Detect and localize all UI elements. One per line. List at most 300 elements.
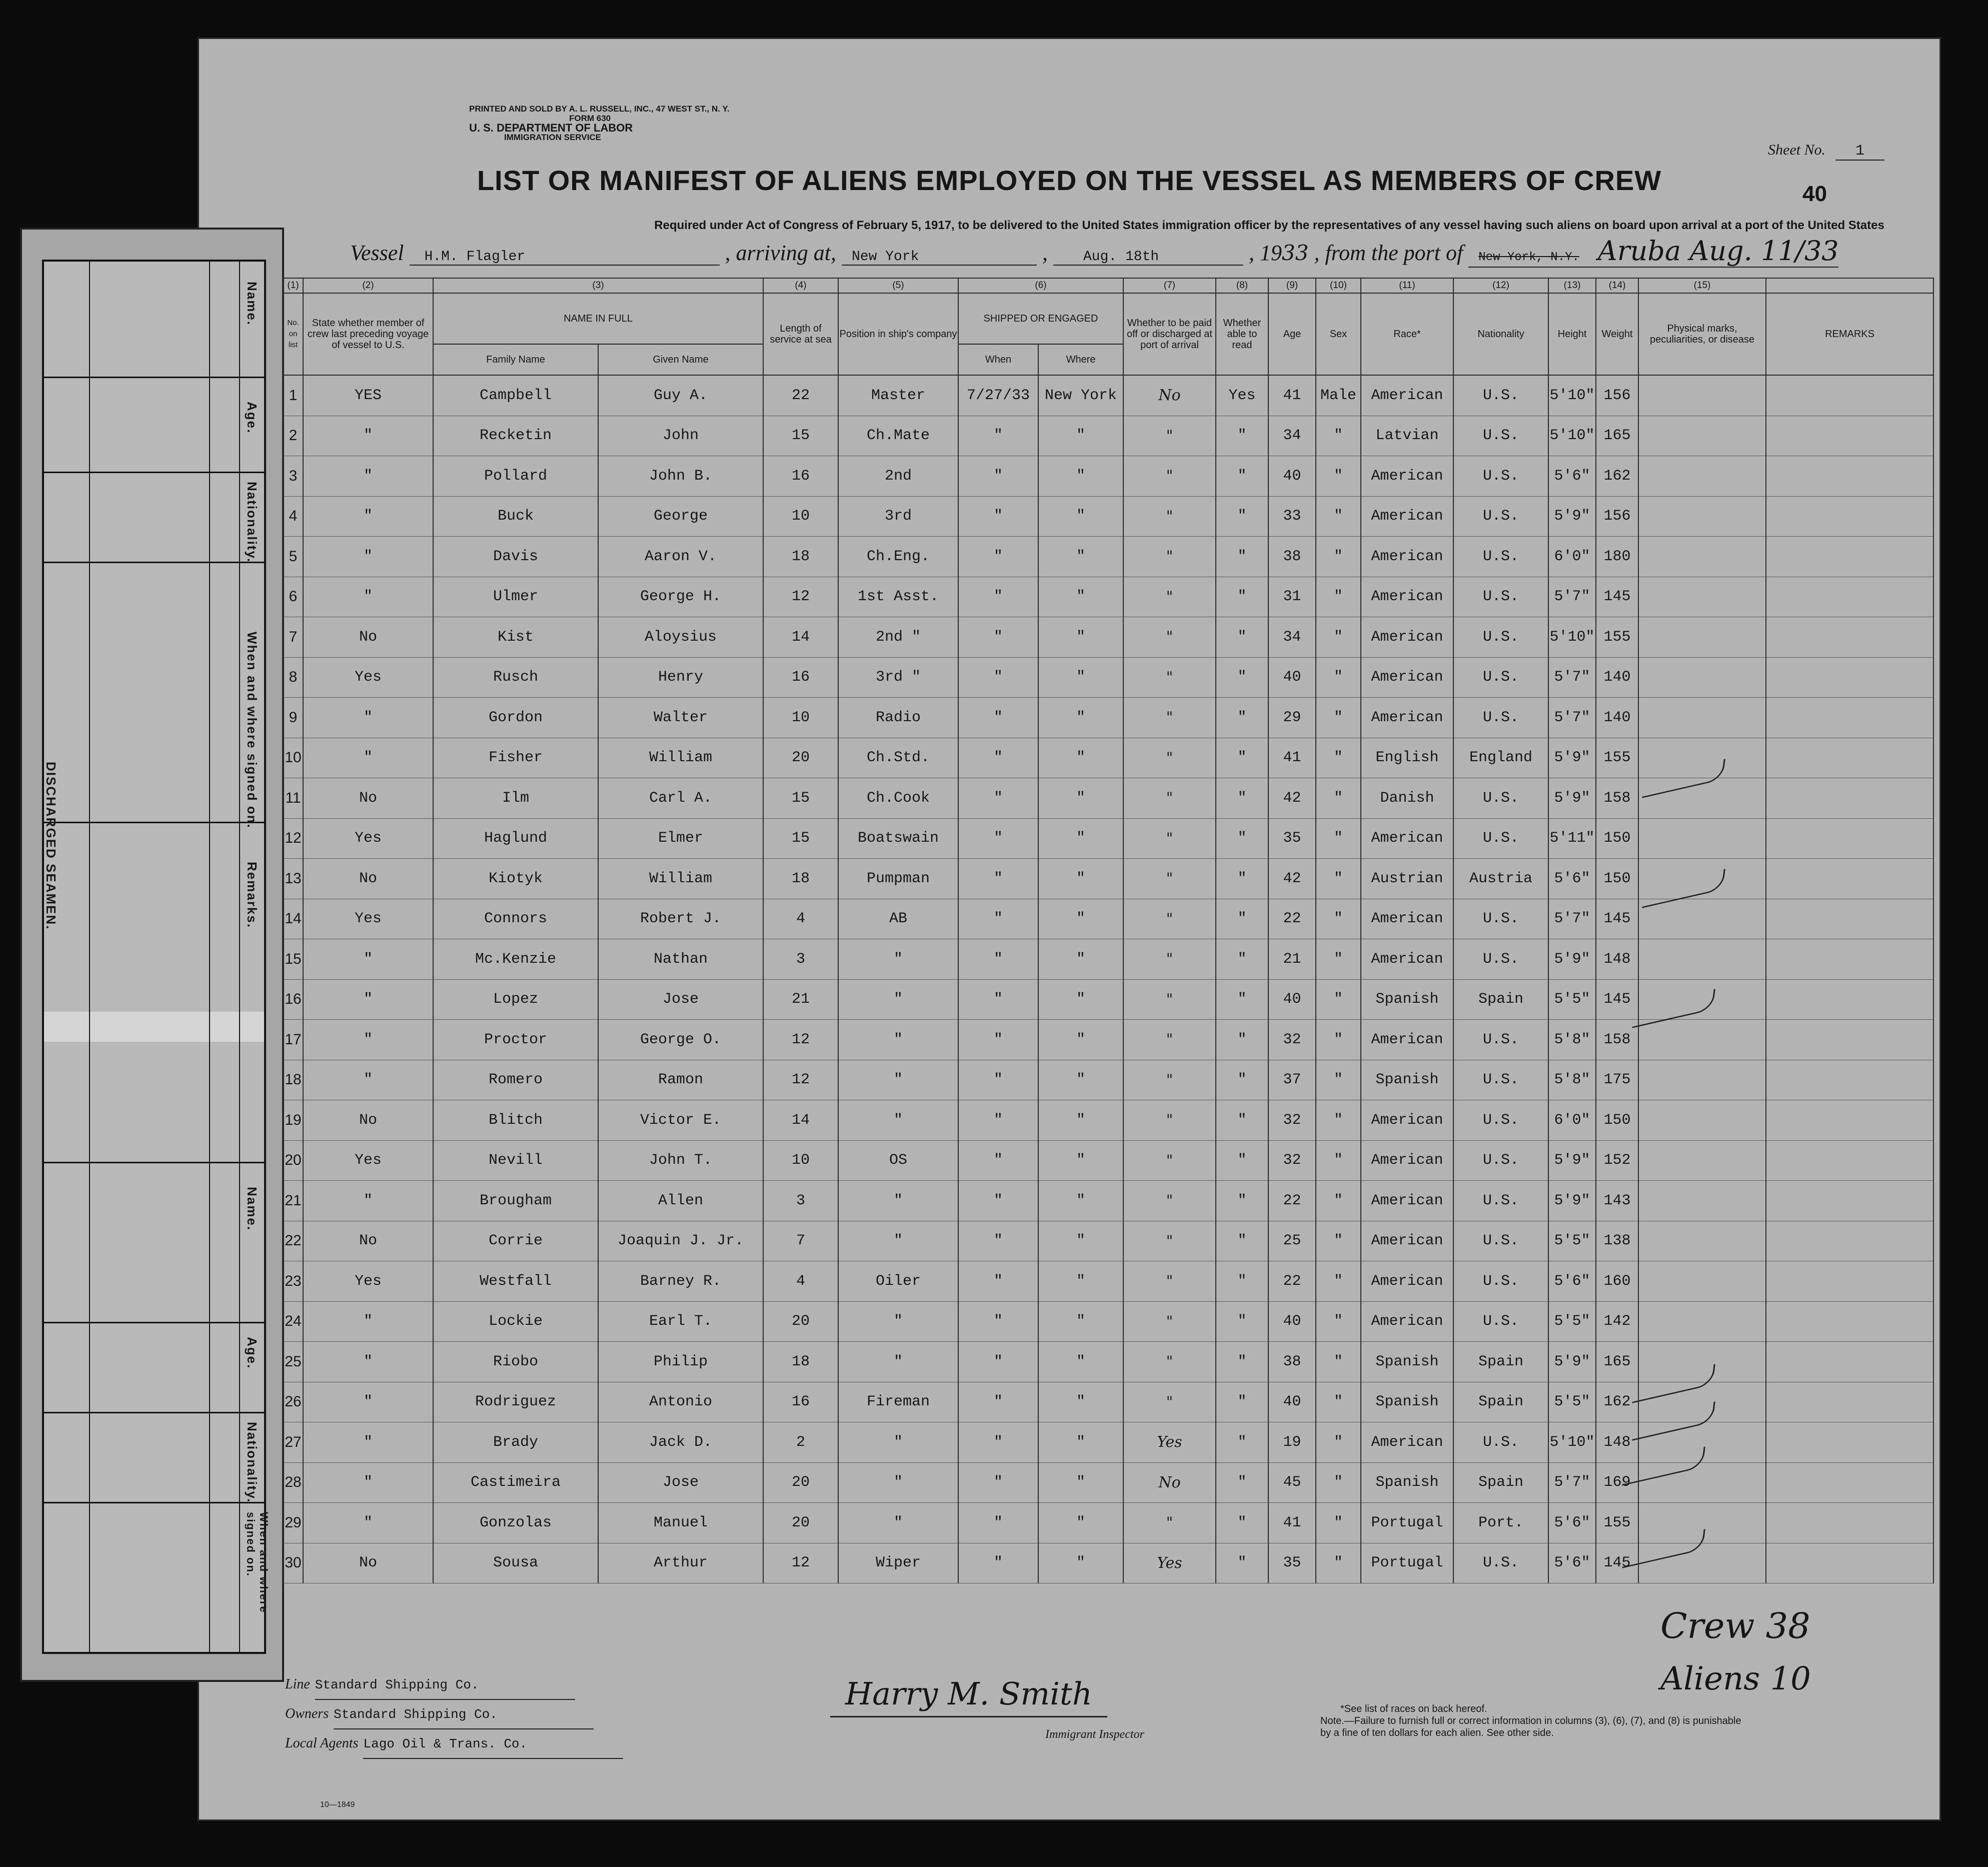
table-row [283,1181,1933,1221]
remarks-cell [1766,1100,1933,1141]
shipped-when-cell: " [958,778,1038,819]
height-cell: 5'9" [1548,1181,1596,1221]
physical-marks-cell [1638,617,1766,658]
nationality-cell: U.S. [1453,899,1548,939]
prev-voyage-cell: " [303,577,433,617]
shipped-where-cell: " [1038,1060,1123,1100]
row-number-cell: 12 [283,818,303,859]
nationality-cell: U.S. [1453,617,1548,658]
position-cell: Boatswain [838,818,958,859]
sheet-number-label: Sheet No. [1768,142,1825,158]
shipped-where-cell: " [1038,1342,1123,1382]
weight-cell: 165 [1596,416,1638,456]
age-cell: 40 [1268,456,1316,497]
header-able-read: Whether able to read [1216,293,1268,375]
nationality-cell: U.S. [1453,818,1548,859]
family-name-cell: Lopez [433,979,598,1020]
height-cell: 5'8" [1548,1020,1596,1060]
family-name-cell: Proctor [433,1020,598,1060]
remarks-cell [1766,1181,1933,1221]
footer-agents [285,1729,623,1759]
weight-cell: 152 [1596,1140,1638,1181]
position-cell: Wiper [838,1543,958,1583]
remarks-cell [1766,496,1933,537]
able-to-read-cell: " [1216,818,1268,859]
age-cell: 33 [1268,496,1316,537]
able-to-read-cell: " [1216,1543,1268,1583]
service-name: IMMIGRATION SERVICE [504,133,601,142]
family-name-cell: Brougham [433,1181,598,1221]
shipped-where-cell: " [1038,979,1123,1020]
header-nationality: Nationality [1453,293,1548,375]
length-of-service-cell: 16 [763,1382,838,1422]
row-number-cell: 6 [283,577,303,617]
col-num-5: (5) [838,278,958,293]
row-number-cell: 3 [283,456,303,497]
length-of-service-cell: 14 [763,1100,838,1141]
height-cell: 5'11" [1548,818,1596,859]
given-name-cell: Elmer [598,818,763,859]
header-remarks: REMARKS [1766,293,1933,375]
prev-voyage-cell: " [303,979,433,1020]
race-cell: American [1361,496,1453,537]
printer-line: PRINTED AND SOLD BY A. L. RUSSELL, INC., 47 WEST ST., N. Y. [469,104,730,114]
row-number-cell: 22 [283,1221,303,1261]
page-subtitle: Required under Act of Congress of February 5, 1917, to be delivered to the United States immigration officer by the representatives of any vessel having such aliens on board upon arrival at a port of the United States [654,219,1884,232]
race-cell: Spanish [1361,1382,1453,1422]
row-number-cell: 14 [283,899,303,939]
race-cell: American [1361,818,1453,859]
footer-line [285,1670,623,1700]
weight-cell: 138 [1596,1221,1638,1261]
given-name-cell: John [598,416,763,456]
strip-label-name: Name. [245,282,260,326]
shipped-when-cell: " [958,416,1038,456]
position-cell: OS [838,1140,958,1181]
physical-marks-cell [1638,1140,1766,1181]
height-cell: 5'10" [1548,1422,1596,1463]
paid-off-cell: " [1123,939,1216,980]
given-name-cell: Antonio [598,1382,763,1422]
remarks-cell [1766,1503,1933,1543]
row-number-cell: 29 [283,1503,303,1543]
weight-cell: 155 [1596,617,1638,658]
nationality-cell: U.S. [1453,657,1548,698]
form-code: 10—1849 [320,1800,355,1809]
prev-voyage-cell: " [303,1181,433,1221]
shipped-when-cell: " [958,1422,1038,1463]
row-number-cell: 8 [283,657,303,698]
height-cell: 5'10" [1548,416,1596,456]
given-name-cell: Guy A. [598,375,763,416]
nationality-cell: U.S. [1453,1140,1548,1181]
physical-marks-cell [1638,1261,1766,1302]
age-cell: 19 [1268,1422,1316,1463]
header-race: Race* [1361,293,1453,375]
race-cell: Spanish [1361,1342,1453,1382]
header-when: When [958,344,1038,375]
agents-value: Lago Oil & Trans. Co. [363,1730,623,1759]
sex-cell: " [1316,1261,1361,1302]
table-row [283,939,1933,980]
given-name-cell: William [598,859,763,899]
position-cell: " [838,1301,958,1342]
weight-cell: 145 [1596,899,1638,939]
shipped-when-cell: " [958,577,1038,617]
shipped-where-cell: " [1038,1100,1123,1141]
position-cell: " [838,1342,958,1382]
paid-off-cell: No [1123,1462,1216,1503]
prev-voyage-cell: Yes [303,1140,433,1181]
age-cell: 40 [1268,657,1316,698]
weight-cell: 162 [1596,456,1638,497]
strip-label-age: Age. [245,402,260,434]
family-name-cell: Rodriguez [433,1382,598,1422]
remarks-cell [1766,1543,1933,1583]
row-number-cell: 15 [283,939,303,980]
prev-voyage-cell: " [303,1301,433,1342]
paid-off-cell: " [1123,577,1216,617]
family-name-cell: Romero [433,1060,598,1100]
family-name-cell: Pollard [433,456,598,497]
agents-label: Local Agents [285,1735,359,1751]
race-cell: American [1361,899,1453,939]
table-row [283,537,1933,577]
given-name-cell: George [598,496,763,537]
paid-off-cell: " [1123,657,1216,698]
height-cell: 5'6" [1548,1503,1596,1543]
sex-cell: " [1316,1543,1361,1583]
shipped-when-cell: " [958,1503,1038,1543]
table-row [283,1060,1933,1100]
nationality-cell: U.S. [1453,537,1548,577]
able-to-read-cell: " [1216,416,1268,456]
row-number-cell: 26 [283,1382,303,1422]
height-cell: 5'7" [1548,698,1596,738]
sex-cell: " [1316,657,1361,698]
header-age: Age [1268,293,1316,375]
length-of-service-cell: 15 [763,778,838,819]
sex-cell: " [1316,1181,1361,1221]
weight-cell: 175 [1596,1060,1638,1100]
table-row [283,818,1933,859]
height-cell: 5'7" [1548,899,1596,939]
paid-off-cell: Yes [1123,1543,1216,1583]
col-num-15: (15) [1638,278,1766,293]
paid-off-cell: " [1123,496,1216,537]
position-cell: Pumpman [838,859,958,899]
weight-cell: 160 [1596,1261,1638,1302]
height-cell: 5'9" [1548,496,1596,537]
physical-marks-cell [1638,1181,1766,1221]
family-name-cell: Ilm [433,778,598,819]
race-cell: Portugal [1361,1503,1453,1543]
family-name-cell: Sousa [433,1543,598,1583]
age-cell: 38 [1268,537,1316,577]
prev-voyage-cell: " [303,537,433,577]
shipped-when-cell: " [958,1301,1038,1342]
shipped-where-cell: " [1038,1382,1123,1422]
age-cell: 35 [1268,818,1316,859]
header-weight: Weight [1596,293,1638,375]
able-to-read-cell: " [1216,698,1268,738]
age-cell: 22 [1268,1261,1316,1302]
nationality-cell: U.S. [1453,1261,1548,1302]
physical-marks-cell [1638,1020,1766,1060]
family-name-cell: Fisher [433,738,598,778]
sex-cell: " [1316,456,1361,497]
header-position: Position in ship's company [838,293,958,375]
height-cell: 6'0" [1548,1100,1596,1141]
nationality-cell: U.S. [1453,1060,1548,1100]
given-name-cell: Carl A. [598,778,763,819]
given-name-cell: Allen [598,1181,763,1221]
header-no-on-list: No. on list [283,293,303,375]
length-of-service-cell: 10 [763,496,838,537]
position-cell: 2nd " [838,617,958,658]
sex-cell: " [1316,899,1361,939]
header-height: Height [1548,293,1596,375]
paid-off-cell: " [1123,1140,1216,1181]
age-cell: 42 [1268,778,1316,819]
weight-cell: 145 [1596,1543,1638,1583]
shipped-when-cell: " [958,979,1038,1020]
sex-cell: " [1316,738,1361,778]
remarks-cell [1766,738,1933,778]
nationality-cell: Port. [1453,1503,1548,1543]
height-cell: 5'7" [1548,657,1596,698]
sex-cell: " [1316,1462,1361,1503]
age-cell: 31 [1268,577,1316,617]
given-name-cell: Robert J. [598,899,763,939]
family-name-cell: Gordon [433,698,598,738]
age-cell: 25 [1268,1221,1316,1261]
prev-voyage-cell: No [303,1543,433,1583]
given-name-cell: Victor E. [598,1100,763,1141]
table-row [283,496,1933,537]
height-cell: 5'9" [1548,778,1596,819]
physical-marks-cell [1638,698,1766,738]
col-num-8: (8) [1216,278,1268,293]
remarks-cell [1766,1422,1933,1463]
remarks-cell [1766,375,1933,416]
remarks-cell [1766,698,1933,738]
paid-off-cell: " [1123,818,1216,859]
prev-voyage-cell: Yes [303,899,433,939]
departure-port [1468,235,1838,268]
given-name-cell: Jack D. [598,1422,763,1463]
physical-marks-cell [1638,899,1766,939]
age-cell: 34 [1268,617,1316,658]
shipped-where-cell: " [1038,1503,1123,1543]
height-cell: 5'7" [1548,577,1596,617]
header-paid-off: Whether to be paid off or discharged at port of arrival [1123,293,1216,375]
prev-voyage-cell: " [303,738,433,778]
family-name-cell: Davis [433,537,598,577]
remarks-cell [1766,939,1933,980]
able-to-read-cell: " [1216,1181,1268,1221]
col-num-6: (6) [958,278,1123,293]
paid-off-cell: " [1123,1060,1216,1100]
col-num-3: (3) [433,278,763,293]
race-cell: American [1361,1100,1453,1141]
length-of-service-cell: 4 [763,1261,838,1302]
table-row [283,577,1933,617]
row-number-cell: 7 [283,617,303,658]
shipped-where-cell: " [1038,1140,1123,1181]
physical-marks-cell [1638,939,1766,980]
row-number-cell: 2 [283,416,303,456]
able-to-read-cell: " [1216,1503,1268,1543]
sex-cell: " [1316,537,1361,577]
position-cell: " [838,1181,958,1221]
height-cell: 5'7" [1548,1462,1596,1503]
signature-label: Immigrant Inspector [1045,1728,1144,1741]
race-cell: American [1361,1301,1453,1342]
race-cell: Spanish [1361,1060,1453,1100]
physical-marks-cell [1638,456,1766,497]
table-row [283,698,1933,738]
physical-marks-cell [1638,577,1766,617]
sex-cell: " [1316,1382,1361,1422]
family-name-cell: Kiotyk [433,859,598,899]
length-of-service-cell: 22 [763,375,838,416]
shipped-when-cell: " [958,899,1038,939]
line-value: Standard Shipping Co. [315,1671,575,1700]
strip-label-remarks: Remarks. [245,862,260,929]
nationality-cell: U.S. [1453,1221,1548,1261]
length-of-service-cell: 4 [763,899,838,939]
table-row [283,1261,1933,1302]
able-to-read-cell: " [1216,1422,1268,1463]
height-cell: 5'6" [1548,859,1596,899]
able-to-read-cell: " [1216,1140,1268,1181]
given-name-cell: John T. [598,1140,763,1181]
weight-cell: 145 [1596,979,1638,1020]
strip-fold-band [44,1012,264,1042]
row-number-cell: 19 [283,1100,303,1141]
sex-cell: " [1316,939,1361,980]
nationality-cell: U.S. [1453,1301,1548,1342]
physical-marks-cell [1638,818,1766,859]
header-sex: Sex [1316,293,1361,375]
col-num-13: (13) [1548,278,1596,293]
penalty-note: Note.—Failure to furnish full or correct information in columns (3), (6), (7), and (8) is punishable by a fine of ten dollars for each alien. See other side. [1320,1715,1741,1738]
header-member-prev: State whether member of crew last preceding voyage of vessel to U.S. [303,293,433,375]
position-cell: " [838,1422,958,1463]
sex-cell: Male [1316,375,1361,416]
prev-voyage-cell: No [303,1100,433,1141]
nationality-cell: U.S. [1453,1422,1548,1463]
paid-off-cell: " [1123,1181,1216,1221]
able-to-read-cell: " [1216,657,1268,698]
department-name: U. S. DEPARTMENT OF LABOR [469,122,633,134]
col-num-4: (4) [763,278,838,293]
sex-cell: " [1316,1100,1361,1141]
physical-marks-cell [1638,1221,1766,1261]
family-name-cell: Lockie [433,1301,598,1342]
remarks-cell [1766,778,1933,819]
table-row [283,1100,1933,1141]
sex-cell: " [1316,1342,1361,1382]
table-row [283,1020,1933,1060]
form-header-small-print [469,104,729,142]
nationality-cell: Austria [1453,859,1548,899]
given-name-cell: Ramon [598,1060,763,1100]
weight-cell: 158 [1596,1020,1638,1060]
row-number-cell: 11 [283,778,303,819]
shipped-when-cell: " [958,1140,1038,1181]
race-cell: Spanish [1361,979,1453,1020]
footer-company-info [285,1670,623,1759]
shipped-when-cell: " [958,1342,1038,1382]
row-number-cell: 9 [283,698,303,738]
length-of-service-cell: 20 [763,738,838,778]
age-cell: 40 [1268,1382,1316,1422]
age-cell: 45 [1268,1462,1316,1503]
position-cell: Ch.Std. [838,738,958,778]
column-header-row [283,293,1933,344]
position-cell: " [838,939,958,980]
age-cell: 21 [1268,939,1316,980]
race-cell: Portugal [1361,1543,1453,1583]
position-cell: Radio [838,698,958,738]
family-name-cell: Haglund [433,818,598,859]
able-to-read-cell: " [1216,1301,1268,1342]
shipped-where-cell: " [1038,617,1123,658]
sheet-number [1768,142,1884,160]
prev-voyage-cell: " [303,939,433,980]
family-name-cell: Buck [433,496,598,537]
race-cell: American [1361,1140,1453,1181]
weight-cell: 180 [1596,537,1638,577]
nationality-cell: Spain [1453,1382,1548,1422]
able-to-read-cell: " [1216,1342,1268,1382]
position-cell: " [838,1221,958,1261]
prev-voyage-cell: " [303,1503,433,1543]
nationality-cell: U.S. [1453,778,1548,819]
weight-cell: 155 [1596,738,1638,778]
strip-label-name-2: Name. [245,1187,260,1231]
age-cell: 34 [1268,416,1316,456]
struck-port: New York, N.Y. [1478,251,1579,264]
remarks-cell [1766,859,1933,899]
sex-cell: " [1316,1140,1361,1181]
nationality-cell: U.S. [1453,375,1548,416]
able-to-read-cell: " [1216,899,1268,939]
weight-cell: 145 [1596,577,1638,617]
header-given-name: Given Name [598,344,763,375]
sheet-number-value: 1 [1835,143,1884,161]
paid-off-cell: " [1123,1382,1216,1422]
remarks-cell [1766,577,1933,617]
sex-cell: " [1316,577,1361,617]
weight-cell: 150 [1596,1100,1638,1141]
weight-cell: 156 [1596,375,1638,416]
length-of-service-cell: 16 [763,657,838,698]
given-name-cell: Aaron V. [598,537,763,577]
vessel-label: Vessel [350,241,404,265]
header-where: Where [1038,344,1123,375]
able-to-read-cell: Yes [1216,375,1268,416]
shipped-where-cell: " [1038,416,1123,456]
shipped-when-cell: " [958,1100,1038,1141]
shipped-when-cell: " [958,1382,1038,1422]
row-number-cell: 16 [283,979,303,1020]
family-name-cell: Corrie [433,1221,598,1261]
shipped-where-cell: " [1038,818,1123,859]
row-number-cell: 24 [283,1301,303,1342]
